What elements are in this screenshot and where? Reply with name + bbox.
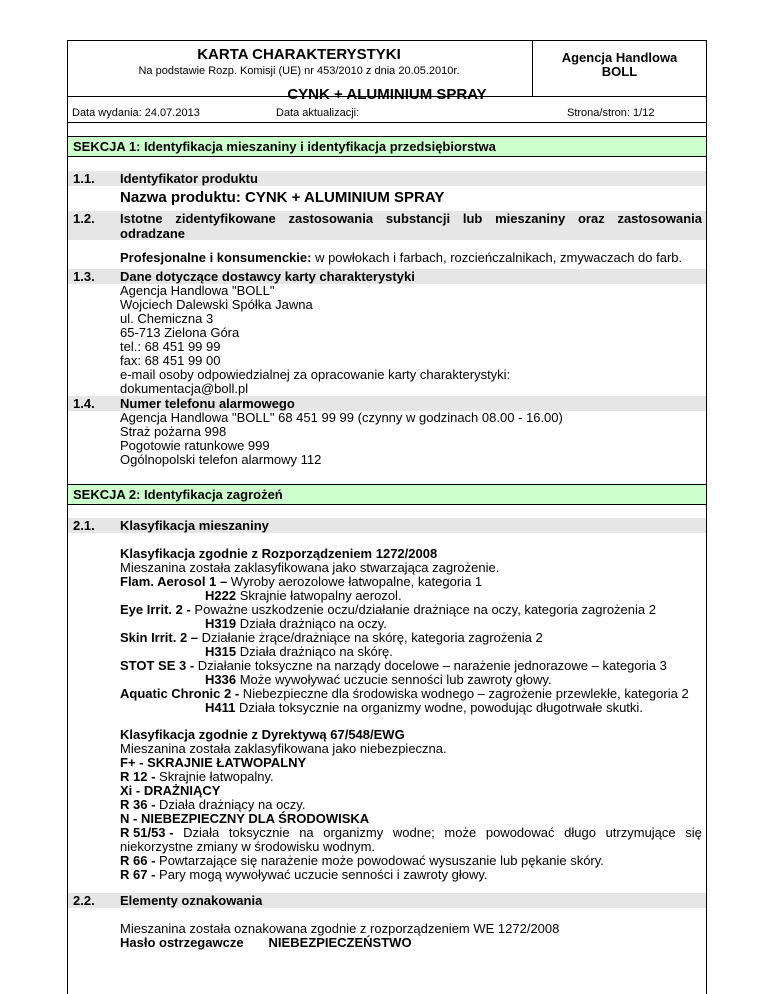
hazard-statement xyxy=(205,700,643,715)
title-word: Istotne xyxy=(120,211,163,226)
product-name: Nazwa produktu: CYNK + ALUMINIUM SPRAY xyxy=(120,189,445,206)
symbol-f-plus: F+ - SKRAJNIE ŁATWOPALNY xyxy=(120,755,307,770)
hazard-code: Skin Irrit. 2 – xyxy=(120,630,199,645)
supplier-line: 65-713 Zielona Góra xyxy=(120,325,240,340)
r-word: toksycznie xyxy=(228,825,290,840)
h-code: H411 xyxy=(205,700,236,715)
r-word: organizmy xyxy=(323,825,384,840)
r-code: R 51/53 - xyxy=(120,825,174,840)
r-text: Skrajnie łatwopalny. xyxy=(155,769,274,784)
r-word: utrzymujące xyxy=(605,825,676,840)
subsection-title-2-2: Elementy oznakowania xyxy=(120,893,263,908)
hazard-code: STOT SE 3 - xyxy=(120,658,195,673)
r-code: R 66 - xyxy=(120,853,156,868)
hazard-desc: Niebezpieczne dla środowiska wodnego – zagrożenie przewlekłe, kategoria 2 xyxy=(239,686,689,701)
uses-label: Profesjonalne i konsumenckie: xyxy=(120,250,312,265)
company-name-line2: BOLL xyxy=(601,64,638,79)
subsection-number-1-4: 1.4. xyxy=(73,396,95,411)
hazard-desc: Działanie toksyczne na narządy docelowe – narażenie jednorazowe – kategoria 3 xyxy=(194,658,667,673)
signal-label: Hasło ostrzegawcze xyxy=(120,935,244,950)
emergency-line: Pogotowie ratunkowe 999 xyxy=(120,438,270,453)
section-2-header: SEKCJA 2: Identyfikacja zagrożeń xyxy=(67,484,707,505)
title-word: zastosowania xyxy=(288,211,374,226)
update-date: Data aktualizacji: xyxy=(276,107,360,119)
h-code: H336 xyxy=(205,672,237,687)
clp-intro: Mieszanina została zaklasyfikowana jako stwarzająca zagrożenie. xyxy=(120,560,500,575)
emergency-line: Straż pożarna 998 xyxy=(120,424,227,439)
hazard-class xyxy=(120,686,689,701)
r-word: długo xyxy=(564,825,596,840)
subsection-title-1-3: Dane dotyczące dostawcy karty charakterystyki xyxy=(120,269,415,284)
r-text: Powtarzające się narażenie może powodować wysuszanie lub pękanie skóry. xyxy=(155,853,604,868)
r-text: Pary mogą wywoływać uczucie senności i zawroty głowy. xyxy=(155,867,488,882)
h-text: Działa toksycznie na organizmy wodne, powodując długotrwałe skutki. xyxy=(235,700,643,715)
r-word: może xyxy=(444,825,477,840)
supplier-phone: tel.: 68 451 99 99 xyxy=(120,339,221,354)
h-code: H319 xyxy=(205,616,237,631)
r-code: R 12 - xyxy=(120,769,156,784)
r-phrase-51-53 xyxy=(120,825,702,840)
hazard-class xyxy=(120,630,543,645)
r-phrase xyxy=(120,797,305,812)
title-word: lub xyxy=(462,211,483,226)
r-word: się xyxy=(685,825,702,840)
title-word: oraz xyxy=(577,211,605,226)
dsd-title: Klasyfikacja zgodnie z Dyrektywą 67/548/EWG xyxy=(120,727,405,742)
subsection-title-1-4: Numer telefonu alarmowego xyxy=(120,396,295,411)
uses-text: w powłokach i farbach, rozcieńczalnikach, zmywaczach do farb. xyxy=(311,250,683,265)
hazard-code: Eye Irrit. 2 - xyxy=(120,602,191,617)
issue-date: Data wydania: 24.07.2013 xyxy=(72,107,200,119)
emergency-line: Agencja Handlowa "BOLL" 68 451 99 99 (czynny w godzinach 08.00 - 16.00) xyxy=(120,410,563,425)
subsection-title-1-1: Identyfikator produktu xyxy=(120,171,258,186)
hazard-statement xyxy=(205,588,402,603)
supplier-fax: fax: 68 451 99 00 xyxy=(120,353,221,368)
subsection-number-1-2: 1.2. xyxy=(73,211,95,226)
identified-uses xyxy=(120,250,682,265)
section-1-header: SEKCJA 1: Identyfikacja mieszaniny i identyfikacja przedsiębiorstwa xyxy=(67,136,707,157)
hazard-class xyxy=(120,574,482,589)
hazard-code: Flam. Aerosol 1 – xyxy=(120,574,228,589)
document-title: KARTA CHARAKTERYSTYKI xyxy=(197,46,401,63)
r-phrase-51-53-cont: niekorzystne zmiany w środowisku wodnym. xyxy=(120,839,376,854)
r-word: Działa xyxy=(183,825,220,840)
r-word: na xyxy=(299,825,314,840)
regulation-note: Na podstawie Rozp. Komisji (UE) nr 453/2010 z dnia 20.05.2010r. xyxy=(138,65,460,77)
title-word: substancji xyxy=(385,211,451,226)
subsection-title-2-1: Klasyfikacja mieszaniny xyxy=(120,518,269,533)
h-text: Może wywoływać uczucie senności lub zawroty głowy. xyxy=(236,672,552,687)
supplier-line: ul. Chemiczna 3 xyxy=(120,311,214,326)
title-word: zidentyfikowane xyxy=(175,211,276,226)
h-text: Działa drażniąco na skórę. xyxy=(236,644,393,659)
r-phrase xyxy=(120,867,488,882)
symbol-n: N - NIEBEZPIECZNY DLA ŚRODOWISKA xyxy=(120,811,370,826)
r-code: R 36 - xyxy=(120,797,156,812)
page-number: Strona/stron: 1/12 xyxy=(567,107,655,119)
h-code: H222 xyxy=(205,588,237,603)
label-intro: Mieszanina została oznakowana zgodnie z rozporządzeniem WE 1272/2008 xyxy=(120,921,560,936)
r-phrase xyxy=(120,769,274,784)
r-phrase xyxy=(120,853,604,868)
hazard-code: Aquatic Chronic 2 - xyxy=(120,686,240,701)
hazard-statement xyxy=(205,672,552,687)
title-word: zastosowania xyxy=(617,211,702,226)
subsection-title-1-2-cont: odradzane xyxy=(120,226,186,241)
hazard-desc: Działanie żrące/drażniące na skórę, kategoria zagrożenia 2 xyxy=(198,630,543,645)
hazard-class xyxy=(120,602,656,617)
subsection-title-1-2 xyxy=(120,211,702,226)
signal-word-line xyxy=(120,935,412,950)
r-code: R 67 - xyxy=(120,867,156,882)
clp-title: Klasyfikacja zgodnie z Rozporządzeniem 1272/2008 xyxy=(120,546,438,561)
supplier-email[interactable]: dokumentacja@boll.pl xyxy=(120,381,249,396)
subsection-number-2-2: 2.2. xyxy=(73,893,95,908)
page-border-right xyxy=(706,123,707,994)
supplier-line: e-mail osoby odpowiedzialnej za opracowanie karty charakterystyki: xyxy=(120,367,511,382)
dsd-intro: Mieszanina została zaklasyfikowana jako niebezpieczna. xyxy=(120,741,447,756)
supplier-line: Wojciech Dalewski Spółka Jawna xyxy=(120,297,313,312)
hazard-desc: Poważne uszkodzenie oczu/działanie drażniące na oczy, kategoria zagrożenia 2 xyxy=(190,602,656,617)
h-code: H315 xyxy=(205,644,237,659)
subsection-number-1-3: 1.3. xyxy=(73,269,95,284)
hazard-desc: Wyroby aerozolowe łatwopalne, kategoria 1 xyxy=(227,574,483,589)
hazard-statement xyxy=(205,616,387,631)
r-word: wodne; xyxy=(392,825,435,840)
product-title: CYNK + ALUMINIUM SPRAY xyxy=(287,86,487,103)
title-word: mieszaniny xyxy=(495,211,566,226)
h-text: Skrajnie łatwopalny aerozol. xyxy=(236,588,402,603)
symbol-xi: Xi - DRAŻNIĄCY xyxy=(120,783,221,798)
company-name-line1: Agencja Handlowa xyxy=(561,50,678,65)
subsection-number-1-1: 1.1. xyxy=(73,171,95,186)
subsection-number-2-1: 2.1. xyxy=(73,518,95,533)
emergency-line: Ogólnopolski telefon alarmowy 112 xyxy=(120,452,322,467)
page-border-left xyxy=(67,123,68,994)
h-text: Działa drażniąco na oczy. xyxy=(236,616,387,631)
r-word: powodować xyxy=(485,825,555,840)
supplier-line: Agencja Handlowa "BOLL" xyxy=(120,283,275,298)
hazard-statement xyxy=(205,644,393,659)
r-text: Działa drażniący na oczy. xyxy=(155,797,306,812)
hazard-class xyxy=(120,658,667,673)
signal-word: NIEBEZPIECZEŃSTWO xyxy=(268,935,412,950)
